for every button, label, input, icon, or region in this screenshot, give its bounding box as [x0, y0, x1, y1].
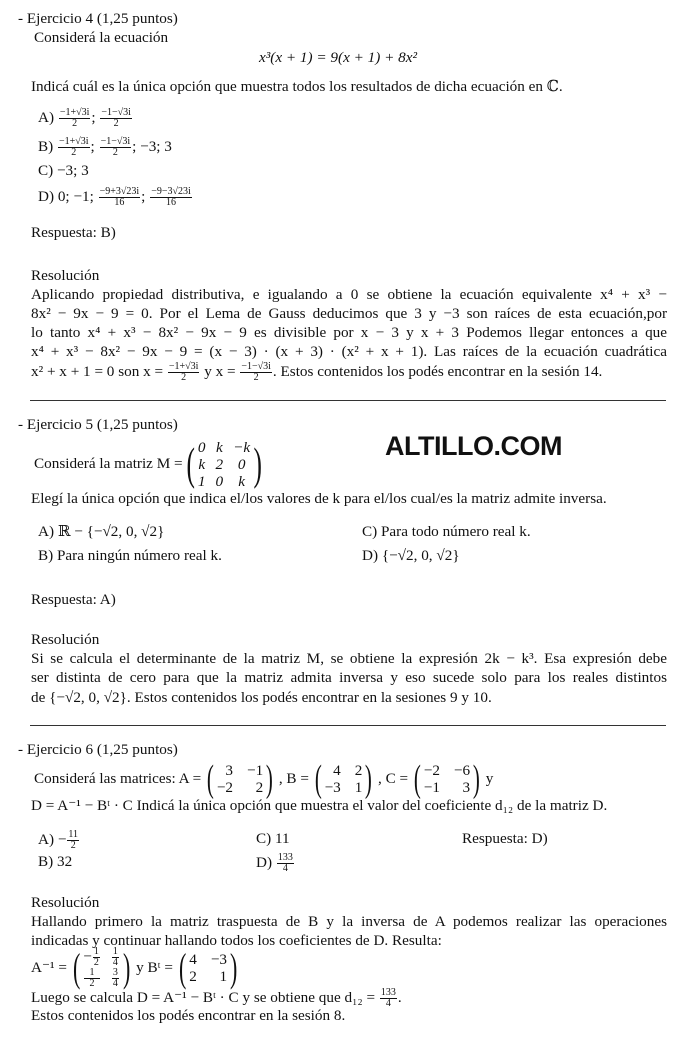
option-tail: ; −3; 3 — [132, 137, 172, 155]
denominator: 4 — [385, 998, 391, 1009]
matrix-cells — [424, 762, 470, 796]
separator: , C = — [378, 770, 409, 787]
ex5-option-a — [38, 523, 164, 541]
cell: 1 — [197, 472, 206, 490]
ex4-option-c — [38, 162, 89, 180]
fraction — [93, 947, 100, 968]
cell: 4 — [189, 951, 197, 968]
numerator: −9+3√23i — [99, 186, 140, 197]
cell: 2 — [215, 455, 224, 473]
ex6-option-c — [256, 830, 290, 848]
denominator: 2 — [89, 978, 95, 989]
numerator: −1+√3i — [58, 136, 89, 147]
ex4-resolution-line: x⁴ + x³ − 8x² − 9x − 9 = (x − 3) · (x + 3) · (x² + x + 1). Las raíces de la ecuación cuadrática — [31, 343, 667, 360]
numerator: −1+√3i — [168, 361, 199, 372]
denominator: 4 — [112, 978, 118, 989]
ex4-resolution-last — [31, 362, 602, 383]
fraction — [99, 187, 141, 208]
ex4-option-a: A) $\frac{-1+√3i}{2}$ ; $\frac{-1-√3i}{2}$ — [38, 107, 131, 129]
ex4-title: - Ejercicio 4 (1,25 puntos) — [18, 10, 178, 27]
ex4-option-d: D) 0; −1; $\frac{-9+3√23i}{16}$ ; $\frac{-9-3√23i}{16}$ — [38, 186, 191, 208]
cell: 0 — [237, 455, 246, 473]
ex6-prompt: Considerá las matrices: A = — [34, 770, 202, 787]
text: y x = — [204, 362, 236, 380]
ex6-option-d — [256, 853, 295, 874]
ex5-resolution-line: ser distinta de cero para que la matriz admita inversa y eso sucede solo para los reales distintos — [31, 669, 667, 686]
cell: 2 — [354, 762, 363, 779]
ex5-resolution-line: Si se calcula el determinante de la matriz M, se obtiene la expresión 2k − k³. Esa expresión debe — [31, 650, 667, 667]
numerator: −1−√3i — [101, 107, 131, 118]
ex5-question: Elegí la única opción que indica el/los valores de k para el/los cual/es la matriz admite inversa. — [31, 490, 607, 507]
cell: −3 — [324, 779, 341, 796]
ex4-resolution-title: Resolución — [31, 267, 100, 284]
option-label: B) — [38, 853, 54, 870]
denominator: 2 — [93, 957, 99, 968]
option-text: {−√2, 0, √2} — [381, 547, 460, 564]
option-text: −3; 3 — [56, 162, 89, 179]
option-label: D) — [362, 547, 379, 564]
fraction — [150, 187, 192, 208]
ex4-option-b: B) $\frac{-1+√3i}{2}$ ; $\frac{-1-√3i}{2}$ ; −3; 3 — [38, 136, 172, 158]
option-label: B) — [38, 547, 54, 564]
numerator: 3 — [112, 967, 118, 978]
denominator: 16 — [114, 197, 125, 208]
ex6-resolution-title: Resolución — [31, 894, 100, 911]
option-text: 0; −1; — [57, 187, 94, 205]
fraction — [168, 362, 200, 383]
ex6-answer: Respuesta: D) — [462, 830, 548, 847]
fraction — [240, 362, 272, 383]
ex6-luego — [31, 988, 402, 1009]
option-text: Para ningún número real k. — [56, 547, 222, 564]
denominator: 2 — [113, 118, 119, 129]
denominator: 16 — [165, 197, 176, 208]
denominator: 2 — [71, 147, 77, 158]
numerator: −1−√3i — [241, 361, 271, 372]
matrix-b — [312, 756, 375, 802]
paren-right: ) — [122, 945, 131, 990]
matrix-cells — [198, 439, 250, 490]
option-label: B) — [38, 137, 54, 155]
ex5-answer: Respuesta: A) — [31, 591, 116, 608]
option-label: D) — [38, 187, 55, 205]
cell: 2 — [189, 968, 197, 985]
ainv-label: A⁻¹ = — [31, 959, 67, 976]
option-label: C) — [362, 523, 378, 540]
cell: −6 — [453, 762, 471, 779]
denominator: 2 — [253, 372, 259, 383]
ex5-resolution-title: Resolución — [31, 631, 100, 648]
numerator: −1−√3i — [100, 136, 131, 147]
option-text: 32 — [56, 853, 73, 870]
paren-left: ( — [413, 758, 421, 800]
ex5-resolution-last: de {−√2, 0, √2}. Estos contenidos los podés encontrar en la sesiones 9 y 10. — [31, 689, 492, 706]
denominator: 2 — [70, 840, 76, 851]
ex4-prompt: Considerá la ecuación — [34, 29, 169, 46]
option-text: 11 — [274, 830, 290, 847]
ex6-resolution-line: indicadas y continuar hallando todos los coeficientes de D. Resulta: — [31, 932, 442, 949]
cell: 2 — [255, 779, 264, 796]
ex4-answer: Respuesta: B) — [31, 224, 116, 241]
text: y — [485, 770, 494, 787]
text: x² + x + 1 = 0 son x = — [31, 362, 164, 380]
denominator: 2 — [112, 147, 118, 158]
denominator: 4 — [282, 863, 288, 874]
separator: , B = — [278, 770, 309, 787]
fraction — [112, 968, 119, 989]
option-label: A) — [38, 830, 55, 848]
ex4-question: Indicá cuál es la única opción que muestra todos los resultados de dicha ecuación en ℂ. — [31, 78, 563, 95]
option-label: A) — [38, 108, 55, 126]
cell: −k — [233, 438, 251, 456]
ex6-prompt-line — [34, 760, 493, 798]
numerator: 11 — [68, 829, 79, 840]
cell: −1 — [247, 762, 264, 779]
matrix-b-transpose — [176, 945, 240, 991]
numerator: 133 — [380, 987, 396, 998]
ex5-option-d — [362, 547, 460, 565]
numerator: 1 — [93, 946, 99, 957]
cell: −2 — [216, 779, 233, 796]
fraction — [100, 137, 132, 158]
sign: − — [83, 947, 92, 965]
paren-left: ( — [178, 945, 187, 990]
matrix-m — [183, 439, 266, 490]
ex6-resolution-line: Hallando primero la matriz traspuesta de B y la inversa de A podemos realizar las operaciones — [31, 913, 667, 930]
bt-label: y Bᵗ = — [136, 959, 173, 976]
altillo-logo: ALTILLO.COM — [385, 431, 562, 461]
denominator: 2 — [72, 118, 78, 129]
matrix-a — [204, 756, 276, 802]
ex5-title: - Ejercicio 5 (1,25 puntos) — [18, 416, 178, 433]
cell: k — [198, 455, 206, 473]
cell: 3 — [225, 762, 233, 779]
numerator: −1+√3i — [59, 107, 90, 118]
ex6-option-a — [38, 830, 80, 851]
option-label: C) — [38, 162, 54, 179]
cell: k — [215, 438, 223, 456]
ex6-question: D = A⁻¹ − Bᵗ · C Indicá la única opción que muestra el valor del coeficiente d₁₂ de la matriz D. — [31, 797, 608, 814]
matrix-cells — [83, 947, 120, 989]
denominator: 2 — [181, 372, 187, 383]
paren-right: ) — [472, 758, 480, 800]
fraction — [67, 830, 79, 851]
numerator: 133 — [277, 852, 293, 863]
option-text: Para todo número real k. — [380, 523, 531, 540]
text: . Estos contenidos los podés encontrar en la sesión 14. — [272, 362, 603, 380]
fraction — [277, 853, 294, 874]
cell: −3 — [210, 951, 228, 968]
paren-right: ) — [253, 438, 262, 489]
matrix-cells — [189, 951, 227, 985]
numerator: 1 — [84, 968, 100, 979]
numerator: 1 — [112, 946, 118, 957]
fraction — [380, 988, 397, 1009]
option-label: D) — [256, 853, 273, 871]
ex5-option-b — [38, 547, 222, 565]
paren-right: ) — [230, 945, 238, 990]
divider — [30, 400, 666, 401]
fraction — [84, 968, 100, 989]
ex5-prompt: Considerá la matriz M = — [34, 455, 183, 472]
cell: 0 — [215, 472, 224, 490]
paren-left: ( — [207, 758, 214, 800]
matrix-c — [411, 756, 483, 802]
ex5-prompt-line — [34, 437, 265, 491]
cell: 0 — [197, 438, 206, 456]
cell: 3 — [462, 779, 471, 796]
ex6-matrices-line — [31, 945, 240, 990]
cell: 4 — [333, 762, 341, 779]
fraction — [100, 108, 132, 129]
cell: k — [238, 472, 245, 490]
matrix-cells — [217, 762, 263, 796]
ex4-resolution-line: 8x² − 9x − 9 = 0. Por el Lema de Gauss deducimos que 3 y −3 son raíces de esta ecuación,por — [31, 305, 667, 322]
option-label: A) — [38, 523, 55, 540]
paren-right: ) — [266, 758, 273, 800]
fraction — [59, 108, 91, 129]
cell — [83, 947, 101, 968]
matrix-a-inverse — [70, 945, 133, 991]
text: . — [397, 988, 402, 1006]
cell: −2 — [423, 762, 440, 779]
ex6-final: Estos contenidos los podés encontrar en la sesión 8. — [31, 1007, 346, 1024]
paren-left: ( — [72, 945, 81, 990]
matrix-cells — [325, 762, 363, 796]
cell: −1 — [423, 779, 440, 796]
ex5-option-c — [362, 523, 531, 541]
ex6-option-b — [38, 853, 72, 871]
sign: − — [57, 830, 67, 848]
denominator: 4 — [112, 957, 118, 968]
ex4-resolution-line: Aplicando propiedad distributiva, e igualando a 0 se obtiene la ecuación equivalente x⁴ + x³ − — [31, 286, 667, 303]
cell: 1 — [219, 968, 228, 985]
text: Luego se calcula D = A⁻¹ − Bᵗ · C y se obtiene que d₁₂ = — [31, 988, 376, 1006]
numerator: −9−3√23i — [151, 186, 191, 197]
divider — [30, 725, 666, 726]
fraction — [58, 137, 90, 158]
paren-left: ( — [186, 438, 195, 489]
fraction — [112, 947, 119, 968]
cell: 1 — [354, 779, 363, 796]
paren-left: ( — [314, 758, 322, 800]
option-label: C) — [256, 830, 272, 847]
paren-right: ) — [365, 758, 373, 800]
ex6-title: - Ejercicio 6 (1,25 puntos) — [18, 741, 178, 758]
ex4-equation: x³(x + 1) = 9(x + 1) + 8x² — [259, 49, 418, 66]
ex4-resolution-line: lo tanto x⁴ + x³ − 8x² − 9x − 9 es divisible por x − 3 y x + 3 Podemos llegar entonces a que — [31, 324, 667, 341]
option-text: ℝ − {−√2, 0, √2} — [57, 523, 165, 540]
